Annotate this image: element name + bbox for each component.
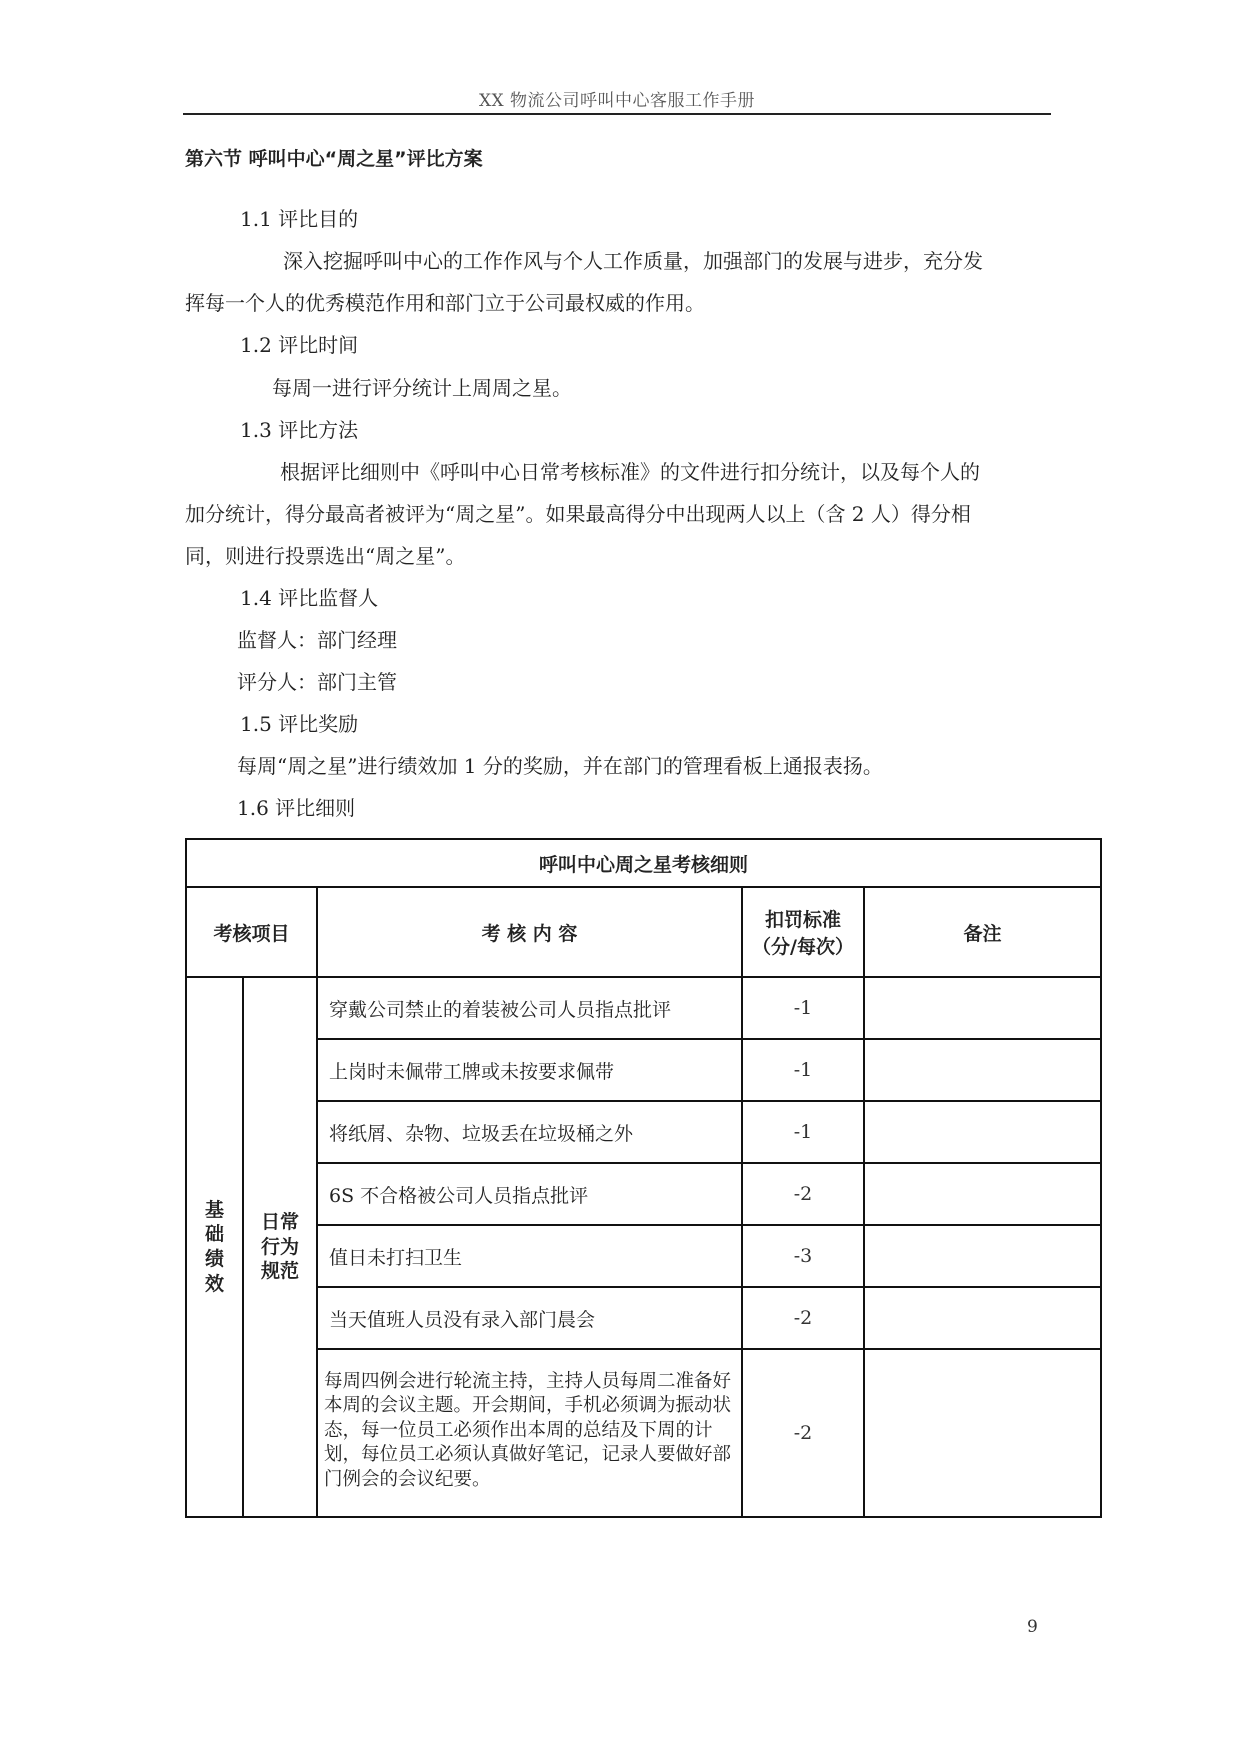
row-note	[864, 1349, 1101, 1517]
table-row	[186, 1349, 1101, 1517]
table-row	[186, 977, 1101, 1039]
row-content: 将纸屑、杂物、垃圾丢在垃圾桶之外	[317, 1101, 742, 1163]
row-penalty: -1	[742, 1101, 864, 1163]
heading-1-2: 1.2 评比时间	[240, 333, 359, 357]
row-content: 值日未打扫卫生	[317, 1225, 742, 1287]
group-main-char: 绩	[204, 1248, 224, 1270]
scorer-line: 评分人：部门主管	[237, 670, 397, 694]
row-note	[864, 1039, 1101, 1101]
running-header: XX 物流公司呼叫中心客服工作手册	[478, 91, 756, 111]
group-sub-line: 行为	[260, 1235, 299, 1258]
row-note	[864, 977, 1101, 1039]
header-content: 考 核 内 容	[317, 887, 742, 977]
header-penalty-line2: （分/每次）	[752, 936, 854, 958]
para-1-1-line1: 深入挖掘呼叫中心的工作作风与个人工作质量，加强部门的发展与进步，充分发	[283, 249, 983, 273]
row-note	[864, 1101, 1101, 1163]
para-1-3-line3: 同，则进行投票选出“周之星”。	[185, 544, 466, 568]
heading-1-5: 1.5 评比奖励	[240, 712, 359, 736]
table-row	[186, 1287, 1101, 1349]
group-sub-cell	[243, 977, 317, 1517]
table-row	[186, 1101, 1101, 1163]
table-row	[186, 1163, 1101, 1225]
table-title: 呼叫中心周之星考核细则	[186, 839, 1101, 887]
header-penalty-line1: 扣罚标准	[764, 909, 841, 931]
group-main-char: 效	[204, 1272, 224, 1295]
row-penalty: -1	[742, 1039, 864, 1101]
heading-1-4: 1.4 评比监督人	[240, 586, 379, 610]
header-rule	[183, 113, 1051, 115]
header-item: 考核项目	[186, 887, 317, 977]
row-content: 穿戴公司禁止的着装被公司人员指点批评	[317, 977, 742, 1039]
row-note	[864, 1225, 1101, 1287]
para-1-1-line2: 挥每一个人的优秀模范作用和部门立于公司最权威的作用。	[185, 291, 705, 315]
table-row	[186, 1039, 1101, 1101]
row-content: 6S 不合格被公司人员指点批评	[317, 1163, 742, 1225]
para-1-3-line1: 根据评比细则中《呼叫中心日常考核标准》的文件进行扣分统计，以及每个人的	[280, 460, 980, 484]
table-row	[186, 1225, 1101, 1287]
group-main-char: 基	[204, 1198, 224, 1221]
row-note	[864, 1287, 1101, 1349]
row-content: 当天值班人员没有录入部门晨会	[317, 1287, 742, 1349]
header-note: 备注	[864, 887, 1101, 977]
row-penalty: -2	[742, 1349, 864, 1517]
heading-1-1: 1.1 评比目的	[240, 207, 359, 231]
heading-1-3: 1.3 评比方法	[240, 418, 359, 442]
para-1-5: 每周“周之星”进行绩效加 1 分的奖励，并在部门的管理看板上通报表扬。	[237, 754, 883, 778]
row-penalty: -1	[742, 977, 864, 1039]
row-content: 上岗时未佩带工牌或未按要求佩带	[317, 1039, 742, 1101]
row-content: 每周四例会进行轮流主持，主持人员每周二准备好本周的会议主题。开会期间，手机必须调为振动状态，每一位员工必须作出本周的总结及下周的计划，每位员工必须认真做好笔记，记录人要做好部门例会的会议纪要。	[317, 1349, 742, 1517]
page-number: 9	[1027, 1617, 1038, 1637]
group-sub-line: 日常	[260, 1210, 299, 1233]
para-1-2: 每周一进行评分统计上周周之星。	[272, 376, 572, 400]
row-penalty: -2	[742, 1163, 864, 1225]
para-1-3-line2: 加分统计，得分最高者被评为“周之星”。如果最高得分中出现两人以上（含 2 人）得分相	[185, 502, 971, 526]
row-penalty: -2	[742, 1287, 864, 1349]
assessment-table	[185, 838, 1102, 1518]
row-penalty: -3	[742, 1225, 864, 1287]
row-note	[864, 1163, 1101, 1225]
group-main-cell	[186, 977, 243, 1517]
supervisor-line: 监督人：部门经理	[237, 628, 397, 652]
heading-1-6: 1.6 评比细则	[237, 796, 356, 820]
section-title: 第六节 呼叫中心“周之星”评比方案	[185, 148, 483, 170]
group-main-char: 础	[204, 1223, 224, 1246]
group-sub-line: 规范	[260, 1260, 299, 1283]
header-penalty	[742, 887, 864, 977]
